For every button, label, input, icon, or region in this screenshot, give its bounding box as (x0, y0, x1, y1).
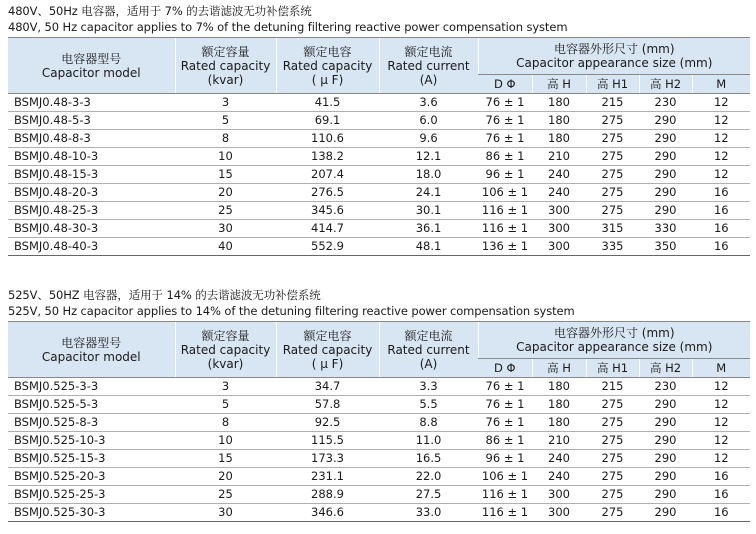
cell-capacitance: 110.6 (276, 130, 379, 148)
cell-model: BSMJ0.48-10-3 (8, 148, 175, 166)
cell-height-h: 240 (532, 468, 586, 486)
cell-height-h: 300 (532, 202, 586, 220)
cell-capacity: 25 (175, 202, 276, 220)
cell-diameter: 76 ± 1 (478, 396, 532, 414)
cell-model: BSMJ0.48-20-3 (8, 184, 175, 202)
cell-height-h2: 290 (639, 396, 692, 414)
cell-height-h2: 290 (639, 112, 692, 130)
cell-height-h: 240 (532, 166, 586, 184)
cell-current: 6.0 (379, 112, 478, 130)
cell-current: 5.5 (379, 396, 478, 414)
cell-height-h1: 275 (586, 414, 639, 432)
cell-height-h2: 290 (639, 148, 692, 166)
cell-capacity: 3 (175, 94, 276, 112)
table-row (8, 396, 750, 414)
cell-capacity: 5 (175, 396, 276, 414)
table-row (8, 148, 750, 166)
header-h1: 高 H1 (586, 359, 639, 378)
cell-height-h2: 290 (639, 202, 692, 220)
section-title-en: 525V, 50 Hz capacitor applies to 14% of the detuning filtering reactive power compensation system (8, 304, 575, 318)
cell-height-h2: 290 (639, 504, 692, 522)
cell-height-h2: 230 (639, 94, 692, 112)
cell-m: 12 (692, 94, 750, 112)
header-current-cn: 额定电流 (404, 44, 453, 59)
header-capacitance-cn: 额定电容 (303, 328, 352, 343)
cell-m: 12 (692, 378, 750, 396)
cell-capacity: 5 (175, 112, 276, 130)
cell-model: BSMJ0.48-8-3 (8, 130, 175, 148)
cell-current: 24.1 (379, 184, 478, 202)
cell-capacitance: 41.5 (276, 94, 379, 112)
cell-height-h2: 290 (639, 432, 692, 450)
cell-diameter: 136 ± 1 (478, 238, 532, 256)
cell-current: 33.0 (379, 504, 478, 522)
cell-capacity: 20 (175, 184, 276, 202)
cell-m: 12 (692, 112, 750, 130)
cell-capacitance: 69.1 (276, 112, 379, 130)
cell-height-h1: 275 (586, 432, 639, 450)
cell-height-h2: 350 (639, 238, 692, 256)
header-current-unit: (A) (419, 72, 438, 87)
cell-height-h: 210 (532, 432, 586, 450)
cell-m: 12 (692, 396, 750, 414)
cell-capacity: 3 (175, 378, 276, 396)
cell-capacitance: 346.6 (276, 504, 379, 522)
cell-current: 12.1 (379, 148, 478, 166)
table-row (8, 504, 750, 522)
cell-capacitance: 92.5 (276, 414, 379, 432)
cell-m: 16 (692, 184, 750, 202)
cell-diameter: 76 ± 1 (478, 378, 532, 396)
cell-model: BSMJ0.48-15-3 (8, 166, 175, 184)
cell-capacitance: 231.1 (276, 468, 379, 486)
cell-diameter: 76 ± 1 (478, 94, 532, 112)
cell-capacity: 30 (175, 504, 276, 522)
cell-height-h1: 275 (586, 166, 639, 184)
table-row (8, 202, 750, 220)
cell-capacitance: 138.2 (276, 148, 379, 166)
cell-height-h2: 290 (639, 450, 692, 468)
cell-height-h: 300 (532, 486, 586, 504)
cell-current: 8.8 (379, 414, 478, 432)
cell-height-h: 300 (532, 238, 586, 256)
cell-capacity: 30 (175, 220, 276, 238)
cell-model: BSMJ0.525-20-3 (8, 468, 175, 486)
cell-height-h: 300 (532, 504, 586, 522)
cell-capacitance: 173.3 (276, 450, 379, 468)
header-h: 高 H (532, 75, 586, 94)
cell-height-h1: 275 (586, 396, 639, 414)
header-capacity-unit: (kvar) (207, 72, 244, 87)
cell-capacitance: 345.6 (276, 202, 379, 220)
header-capacity-unit: (kvar) (207, 356, 244, 371)
cell-current: 16.5 (379, 450, 478, 468)
cell-height-h1: 275 (586, 184, 639, 202)
cell-height-h: 240 (532, 184, 586, 202)
cell-m: 16 (692, 468, 750, 486)
cell-height-h1: 275 (586, 450, 639, 468)
cell-model: BSMJ0.525-10-3 (8, 432, 175, 450)
cell-height-h1: 275 (586, 468, 639, 486)
cell-height-h: 180 (532, 94, 586, 112)
cell-current: 22.0 (379, 468, 478, 486)
cell-m: 12 (692, 166, 750, 184)
cell-capacity: 15 (175, 450, 276, 468)
cell-diameter: 116 ± 1 (478, 220, 532, 238)
spec-table (8, 321, 750, 522)
table-row (8, 112, 750, 130)
header-dphi: D Φ (478, 75, 532, 94)
cell-height-h1: 275 (586, 148, 639, 166)
header-dims-en: Capacitor appearance size (mm) (516, 340, 713, 354)
cell-height-h: 180 (532, 112, 586, 130)
header-capacitance-en: Rated capacity (282, 342, 373, 357)
cell-capacity: 40 (175, 238, 276, 256)
cell-diameter: 86 ± 1 (478, 148, 532, 166)
cell-diameter: 76 ± 1 (478, 414, 532, 432)
header-capacity-en: Rated capacity (180, 342, 271, 357)
cell-m: 16 (692, 238, 750, 256)
cell-diameter: 116 ± 1 (478, 504, 532, 522)
header-dims-cn: 电容器外形尺寸 (mm) (553, 42, 675, 56)
cell-capacity: 25 (175, 486, 276, 504)
cell-capacity: 10 (175, 148, 276, 166)
cell-height-h1: 335 (586, 238, 639, 256)
cell-capacity: 15 (175, 166, 276, 184)
header-capacitance-unit: ( μ F) (311, 356, 344, 371)
section-title-cn: 480V、50Hz 电容器，适用于 7% 的去谐滤波无功补偿系统 (8, 4, 312, 18)
cell-capacity: 8 (175, 414, 276, 432)
cell-capacitance: 57.8 (276, 396, 379, 414)
table-row (8, 450, 750, 468)
cell-model: BSMJ0.48-40-3 (8, 238, 175, 256)
cell-height-h1: 275 (586, 486, 639, 504)
cell-height-h: 300 (532, 220, 586, 238)
header-dphi: D Φ (478, 359, 532, 378)
cell-diameter: 76 ± 1 (478, 112, 532, 130)
cell-m: 12 (692, 414, 750, 432)
cell-height-h2: 290 (639, 468, 692, 486)
header-dims-cn: 电容器外形尺寸 (mm) (553, 326, 675, 340)
cell-m: 12 (692, 450, 750, 468)
cell-model: BSMJ0.525-15-3 (8, 450, 175, 468)
table-row (8, 238, 750, 256)
cell-capacitance: 115.5 (276, 432, 379, 450)
cell-capacitance: 34.7 (276, 378, 379, 396)
header-current-en: Rated current (387, 58, 470, 73)
header-m: M (692, 359, 750, 378)
section-525v (8, 287, 750, 522)
header-model (8, 38, 175, 94)
cell-height-h2: 290 (639, 486, 692, 504)
cell-height-h1: 275 (586, 202, 639, 220)
cell-height-h: 180 (532, 414, 586, 432)
header-capacity (175, 322, 276, 378)
cell-current: 48.1 (379, 238, 478, 256)
cell-height-h2: 330 (639, 220, 692, 238)
header-capacity-cn: 额定容量 (201, 328, 250, 343)
cell-current: 3.3 (379, 378, 478, 396)
cell-m: 16 (692, 202, 750, 220)
cell-model: BSMJ0.525-25-3 (8, 486, 175, 504)
cell-height-h: 240 (532, 450, 586, 468)
cell-height-h: 180 (532, 378, 586, 396)
header-model-cn: 电容器型号 (61, 51, 122, 66)
cell-m: 16 (692, 220, 750, 238)
spec-table (8, 37, 750, 256)
cell-model: BSMJ0.48-25-3 (8, 202, 175, 220)
cell-diameter: 106 ± 1 (478, 184, 532, 202)
header-dims-en: Capacitor appearance size (mm) (516, 56, 713, 70)
cell-current: 27.5 (379, 486, 478, 504)
cell-m: 12 (692, 148, 750, 166)
header-capacitance (276, 322, 379, 378)
cell-diameter: 116 ± 1 (478, 486, 532, 504)
header-capacity-en: Rated capacity (180, 58, 271, 73)
cell-capacity: 10 (175, 432, 276, 450)
header-current-unit: (A) (419, 356, 438, 371)
header-current-en: Rated current (387, 342, 470, 357)
cell-capacitance: 276.5 (276, 184, 379, 202)
header-capacitance (276, 38, 379, 94)
cell-height-h1: 215 (586, 378, 639, 396)
table-row (8, 220, 750, 238)
table-row (8, 130, 750, 148)
header-h2: 高 H2 (639, 75, 692, 94)
cell-height-h: 180 (532, 396, 586, 414)
cell-diameter: 96 ± 1 (478, 450, 532, 468)
cell-model: BSMJ0.48-3-3 (8, 94, 175, 112)
cell-diameter: 86 ± 1 (478, 432, 532, 450)
section-title-cn: 525V、50HZ 电容器，适用于 14% 的去谐滤波无功补偿系统 (8, 288, 321, 302)
cell-height-h2: 290 (639, 130, 692, 148)
section-480v (8, 3, 750, 256)
cell-model: BSMJ0.525-3-3 (8, 378, 175, 396)
cell-capacitance: 288.9 (276, 486, 379, 504)
cell-height-h2: 290 (639, 184, 692, 202)
cell-current: 36.1 (379, 220, 478, 238)
header-current-cn: 额定电流 (404, 328, 453, 343)
header-model-en: Capacitor model (41, 65, 141, 80)
header-m: M (692, 75, 750, 94)
cell-model: BSMJ0.525-5-3 (8, 396, 175, 414)
cell-diameter: 106 ± 1 (478, 468, 532, 486)
cell-capacitance: 552.9 (276, 238, 379, 256)
section-title-en: 480V, 50 Hz capacitor applies to 7% of the detuning filtering reactive power compensation system (8, 20, 568, 34)
header-h1: 高 H1 (586, 75, 639, 94)
header-h: 高 H (532, 359, 586, 378)
cell-model: BSMJ0.525-30-3 (8, 504, 175, 522)
header-current (379, 38, 478, 94)
cell-height-h1: 275 (586, 112, 639, 130)
cell-model: BSMJ0.525-8-3 (8, 414, 175, 432)
header-dimensions (478, 38, 750, 75)
cell-height-h1: 215 (586, 94, 639, 112)
table-row (8, 468, 750, 486)
table-row (8, 432, 750, 450)
header-capacity-cn: 额定容量 (201, 44, 250, 59)
cell-current: 30.1 (379, 202, 478, 220)
header-current (379, 322, 478, 378)
cell-capacity: 20 (175, 468, 276, 486)
cell-diameter: 116 ± 1 (478, 202, 532, 220)
cell-diameter: 96 ± 1 (478, 166, 532, 184)
header-model-en: Capacitor model (41, 349, 141, 364)
cell-m: 12 (692, 130, 750, 148)
cell-current: 18.0 (379, 166, 478, 184)
header-dimensions (478, 322, 750, 359)
table-row (8, 184, 750, 202)
header-capacitance-cn: 额定电容 (303, 44, 352, 59)
table-row (8, 486, 750, 504)
table-row (8, 378, 750, 396)
header-capacitance-unit: ( μ F) (311, 72, 344, 87)
table-row (8, 414, 750, 432)
cell-height-h2: 290 (639, 166, 692, 184)
header-h2: 高 H2 (639, 359, 692, 378)
cell-height-h1: 315 (586, 220, 639, 238)
cell-diameter: 76 ± 1 (478, 130, 532, 148)
cell-height-h2: 290 (639, 414, 692, 432)
cell-height-h1: 275 (586, 504, 639, 522)
cell-height-h1: 275 (586, 130, 639, 148)
cell-current: 9.6 (379, 130, 478, 148)
cell-height-h: 180 (532, 130, 586, 148)
cell-model: BSMJ0.48-5-3 (8, 112, 175, 130)
header-model (8, 322, 175, 378)
table-row (8, 166, 750, 184)
cell-current: 11.0 (379, 432, 478, 450)
cell-capacitance: 207.4 (276, 166, 379, 184)
cell-capacitance: 414.7 (276, 220, 379, 238)
cell-height-h2: 230 (639, 378, 692, 396)
cell-m: 16 (692, 504, 750, 522)
header-model-cn: 电容器型号 (61, 335, 122, 350)
cell-m: 16 (692, 486, 750, 504)
header-capacitance-en: Rated capacity (282, 58, 373, 73)
cell-m: 12 (692, 432, 750, 450)
header-capacity (175, 38, 276, 94)
table-row (8, 94, 750, 112)
cell-capacity: 8 (175, 130, 276, 148)
cell-current: 3.6 (379, 94, 478, 112)
cell-model: BSMJ0.48-30-3 (8, 220, 175, 238)
cell-height-h: 210 (532, 148, 586, 166)
